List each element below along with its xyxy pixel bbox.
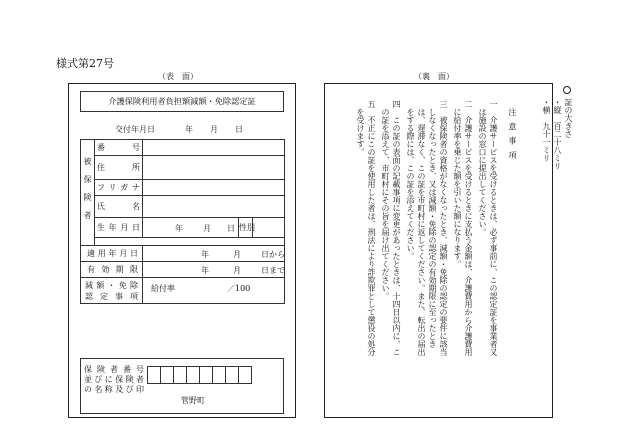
form-number: 様式第27号 (56, 57, 114, 70)
name-row (81, 196, 285, 218)
apply-month-unit: 月 (233, 250, 241, 259)
reduction-field[interactable] (143, 278, 285, 304)
note-line: 三 被保険者の資格がなくなったとき、減額・免除の認定の要件に該当 (439, 100, 448, 356)
issue-year-unit: 年 (185, 125, 193, 134)
expiry-year-unit: 年 (201, 266, 209, 275)
furigana-row (81, 180, 285, 196)
expiry-field[interactable] (143, 262, 285, 278)
apply-year-unit: 年 (201, 250, 209, 259)
digit-box[interactable] (225, 366, 239, 384)
digit-box[interactable] (147, 366, 161, 384)
certificate-title: 介護保険利用者負担額減額・免除認定証 (80, 91, 284, 112)
birth-field[interactable] (143, 218, 239, 238)
name-label: 氏名 (95, 196, 143, 218)
circle-mark-icon (563, 86, 571, 94)
size-height: ・縦 百二十八ミリ (553, 98, 562, 170)
blank-cell (95, 238, 285, 246)
birth-year-unit: 年 (175, 224, 183, 233)
issue-month-unit: 月 (210, 125, 218, 134)
insured-person-table (80, 139, 285, 304)
digit-box[interactable] (199, 366, 213, 384)
reduction-label (81, 278, 143, 304)
notes-heading: 注意事項 (508, 108, 518, 165)
insurer-block (80, 358, 284, 414)
digit-box[interactable] (173, 366, 187, 384)
birth-label: 生年月日 (95, 218, 143, 238)
note-line: を受けます。 (356, 100, 365, 156)
size-heading: 証の大きさ (564, 98, 573, 138)
note-line: 五 不正にこの証を使用した者は、刑法により詐欺罪として懲役の処分 (367, 100, 376, 356)
reduction-row (81, 278, 285, 304)
note-line: は、遅滞なく、この証を市町村に返してください。また、転出の届出 (417, 100, 426, 356)
insured-side-label: 被保険者 (81, 140, 95, 246)
apply-date-field[interactable] (143, 246, 285, 262)
blank-row (81, 238, 285, 246)
birth-day-unit: 日 (227, 224, 235, 233)
expiry-until-unit: 日まで (261, 266, 285, 275)
address-row (81, 156, 285, 180)
birth-month-unit: 月 (203, 224, 211, 233)
insurer-label (84, 365, 144, 395)
number-row (81, 140, 285, 156)
note-line: の証を添えて、市町村にその旨を届け出てください。 (381, 100, 390, 300)
furigana-field[interactable] (143, 180, 285, 196)
number-field[interactable] (143, 140, 285, 156)
size-width: ・横 九十一ミリ (542, 98, 551, 162)
insurer-number-boxes[interactable] (147, 366, 251, 384)
insurer-label-line1: 保険者番号 (84, 365, 144, 374)
benefit-rate-denominator: ／100 (227, 284, 251, 293)
apply-from-unit: 日から (261, 250, 285, 259)
digit-box[interactable] (160, 366, 174, 384)
insurer-town-name: 管野町 (181, 396, 205, 405)
note-line: をする際には、この証を添えてください。 (406, 100, 415, 260)
benefit-rate-label: 給付率 (151, 284, 175, 293)
name-field[interactable] (143, 196, 285, 218)
note-line: は施設の窓口に提出してください。 (478, 100, 487, 236)
back-card (324, 83, 553, 418)
furigana-label: フリガナ (95, 180, 143, 196)
note-line: 二 介護サービスを受けるときに支払う金額は、介護費用から介護費用 (464, 100, 473, 356)
address-label: 住所 (95, 156, 143, 180)
issue-date-row (69, 124, 295, 134)
note-line: に給付率を乗じた額を引いた額になります。 (453, 100, 462, 268)
digit-box[interactable] (186, 366, 200, 384)
issue-day-unit: 日 (235, 125, 243, 134)
apply-date-label: 適用年月日 (81, 246, 143, 262)
insurer-label-line3: の名称及び印 (84, 385, 144, 394)
front-card (68, 83, 296, 418)
note-line: 一 介護サービスを受けるときは、必ず事前に、この認定証を事業者又 (489, 100, 498, 356)
birth-row (81, 218, 285, 238)
reduction-label-line1: 減額・免除 (85, 280, 138, 290)
sex-field[interactable] (253, 218, 285, 238)
expiry-row (81, 262, 285, 278)
issue-date-label: 交付年月日 (115, 125, 155, 134)
expiry-label: 有効期限 (81, 262, 143, 278)
digit-box[interactable] (238, 366, 252, 384)
front-face-label: （表 面） (158, 72, 198, 81)
expiry-month-unit: 月 (233, 266, 241, 275)
digit-box[interactable] (212, 366, 226, 384)
apply-date-row (81, 246, 285, 262)
number-label: 番号 (95, 140, 143, 156)
note-line: 四 この証の表面の記載事項に変更があったときは、十四日以内に、こ (392, 100, 401, 356)
sex-label: 性別 (239, 218, 253, 238)
reduction-label-line2: 認定事項 (85, 291, 138, 301)
back-face-label: （裏 面） (414, 72, 454, 81)
note-line: しなくなったとき、又は減額・免除の認定の有効期限に至ったとき (428, 100, 437, 348)
insurer-label-line2: 並びに保険者 (84, 375, 144, 384)
address-field[interactable] (143, 156, 285, 180)
